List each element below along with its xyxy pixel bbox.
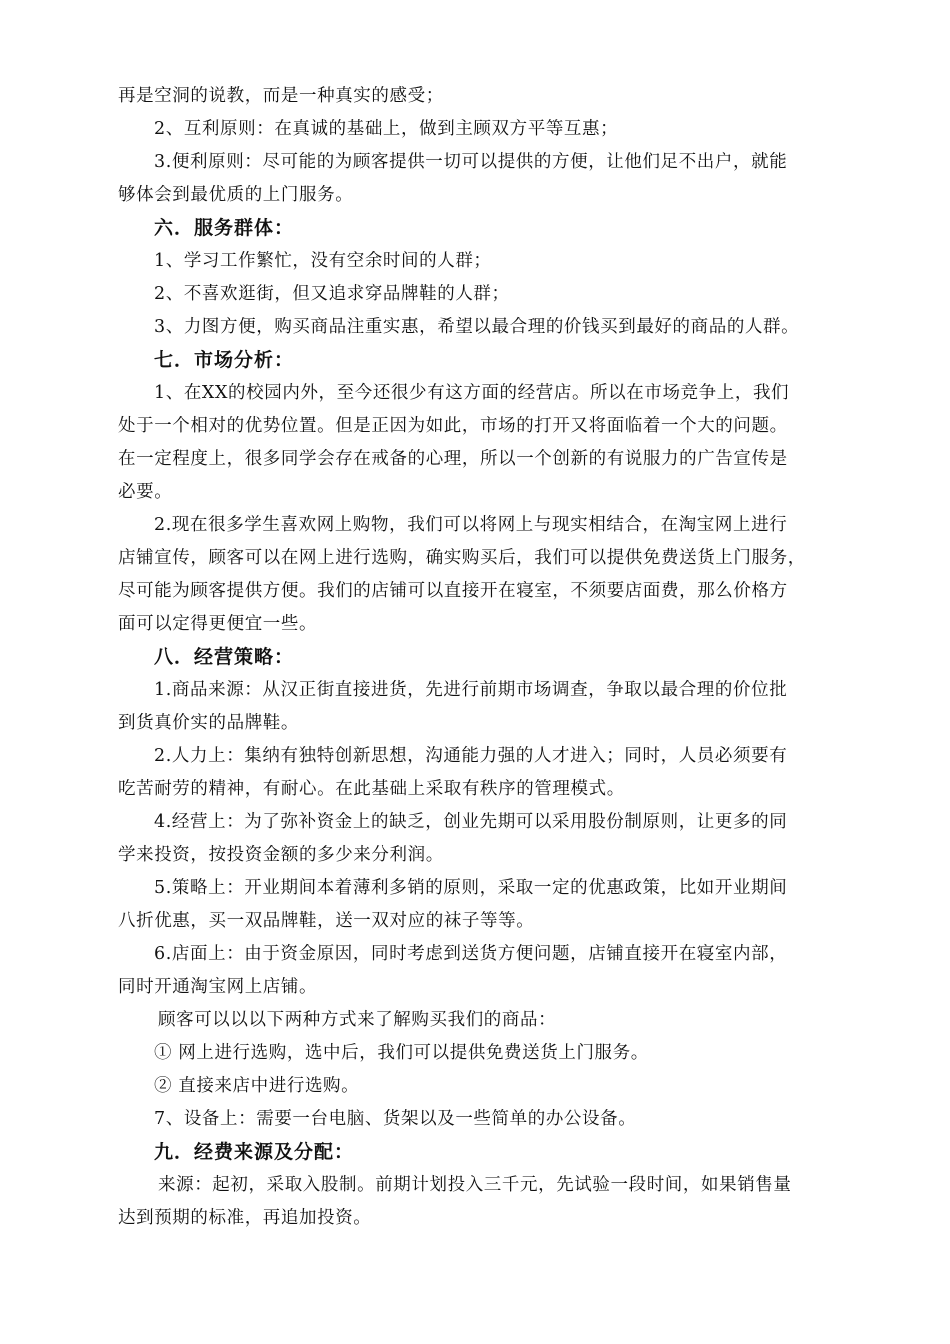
paragraph-line: 7、设备上：需要一台电脑、货架以及一些简单的办公设备。 xyxy=(154,1109,637,1129)
paragraph-line: 再是空洞的说教，而是一种真实的感受； xyxy=(118,86,444,106)
paragraph-line: 5.策略上：开业期间本着薄利多销的原则，采取一定的优惠政策，比如开业期间 xyxy=(154,878,788,898)
paragraph-line: 到货真价实的品牌鞋。 xyxy=(118,713,299,733)
section-heading-market-analysis: 七．市场分析： xyxy=(154,349,295,371)
principle-mutual-benefit: 2、互利原则：在真诚的基础上，做到主顾双方平等互惠； xyxy=(154,119,619,139)
paragraph-line: 学来投资，按投资金额的多少来分利润。 xyxy=(118,845,444,865)
paragraph-line: 店铺宣传，顾客可以在网上进行选购，确实购买后，我们可以提供免费送货上门服务， xyxy=(118,548,806,568)
paragraph-line: 2.现在很多学生喜欢网上购物，我们可以将网上与现实相结合，在淘宝网上进行 xyxy=(154,515,788,535)
list-item: ① 网上进行选购，选中后，我们可以提供免费送货上门服务。 xyxy=(154,1043,649,1063)
paragraph-line: 尽可能为顾客提供方便。我们的店铺可以直接开在寝室，不须要店面费，那么价格方 xyxy=(118,581,788,601)
paragraph-line: 6.店面上：由于资金原因，同时考虑到送货方便问题，店铺直接开在寝室内部， xyxy=(154,944,788,964)
principle-convenience: 3.便利原则：尽可能的为顾客提供一切可以提供的方便，让他们足不出户，就能 xyxy=(154,152,788,172)
paragraph-line: 1、在XX的校园内外，至今还很少有这方面的经营店。所以在市场竞争上，我们 xyxy=(154,383,790,403)
paragraph-line: 在一定程度上，很多同学会存在戒备的心理，所以一个创新的有说服力的广告宣传是 xyxy=(118,449,788,469)
document-body xyxy=(118,80,838,1235)
paragraph-line: 达到预期的标准，再追加投资。 xyxy=(118,1208,372,1228)
paragraph-line: 4.经营上：为了弥补资金上的缺乏，创业先期可以采用股份制原则，让更多的同 xyxy=(154,812,788,832)
list-item: 3、力图方便，购买商品注重实惠，希望以最合理的价钱买到最好的商品的人群。 xyxy=(154,317,800,337)
paragraph-line: 1.商品来源：从汉正街直接进货，先进行前期市场调查，争取以最合理的价位批 xyxy=(154,680,788,700)
list-item: 1、学习工作繁忙，没有空余时间的人群； xyxy=(154,251,492,271)
paragraph-line: 同时开通淘宝网上店铺。 xyxy=(118,977,318,997)
paragraph-line: 来源：起初，采取入股制。前期计划投入三千元，先试验一段时间，如果销售量 xyxy=(158,1175,792,1195)
paragraph-line: 必要。 xyxy=(118,482,173,502)
paragraph-line: 2.人力上：集纳有独特创新思想，沟通能力强的人才进入；同时，人员必须要有 xyxy=(154,746,788,766)
section-heading-business-strategy: 八．经营策略： xyxy=(154,646,295,668)
paragraph-line: 够体会到最优质的上门服务。 xyxy=(118,185,354,205)
paragraph-line: 面可以定得更便宜一些。 xyxy=(118,614,318,634)
paragraph-line: 吃苦耐劳的精神，有耐心。在此基础上采取有秩序的管理模式。 xyxy=(118,779,625,799)
paragraph-line: 八折优惠，买一双品牌鞋，送一双对应的袜子等等。 xyxy=(118,911,535,931)
list-item: 2、不喜欢逛街，但又追求穿品牌鞋的人群； xyxy=(154,284,510,304)
paragraph-line: 处于一个相对的优势位置。但是正因为如此，市场的打开又将面临着一个大的问题。 xyxy=(118,416,788,436)
paragraph-line: 顾客可以以以下两种方式来了解购买我们的商品： xyxy=(158,1010,557,1030)
section-heading-service-group: 六．服务群体： xyxy=(154,217,295,239)
list-item: ② 直接来店中进行选购。 xyxy=(154,1076,360,1096)
section-heading-funding: 九．经费来源及分配： xyxy=(154,1141,355,1163)
